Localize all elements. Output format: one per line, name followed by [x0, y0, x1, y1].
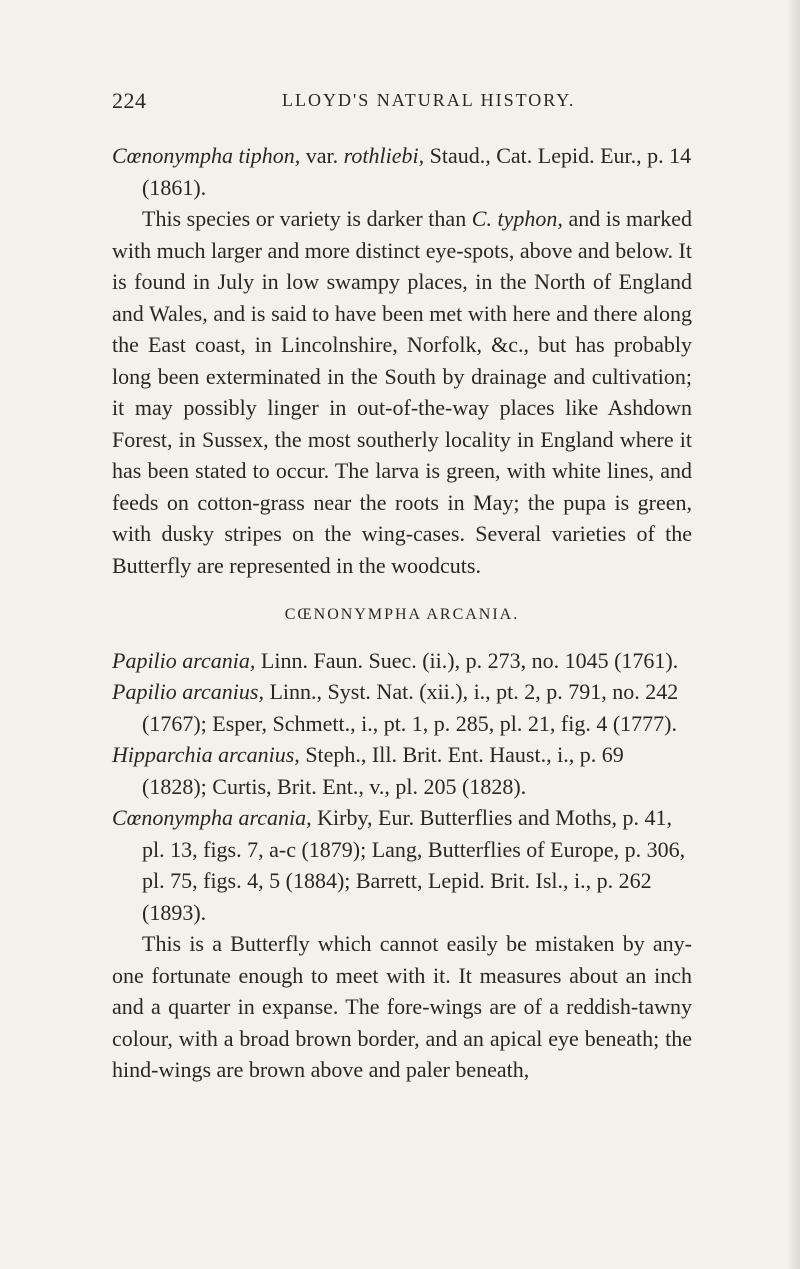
synonym-name: Cœnonympha arcania,: [112, 805, 312, 830]
var-label: var.: [300, 143, 344, 168]
synonym-citation: [112, 645, 692, 677]
synonym-reference: Linn., Syst. Nat. (xii.), i., pt. 2, p. 791, no. 242 (1767); Esper, Schmett., i., pt. 1, p. 285, pl. 21, fig. 4 (1777).: [142, 679, 679, 736]
species-entry: [112, 140, 692, 203]
entry-citation: Staud., Cat. Lepid. Eur., p. 14 (1861).: [142, 143, 692, 200]
page-number: 224: [112, 88, 147, 113]
running-title: LLOYD'S NATURAL HISTORY.: [282, 90, 576, 110]
section-heading: CŒNONYMPHA ARCANIA.: [284, 606, 520, 623]
species-ref: C. typhon,: [471, 206, 563, 231]
synonym-name: Hipparchia arcanius,: [112, 742, 300, 767]
page-header: [112, 88, 692, 118]
synonym-reference: Kirby, Eur. Butterflies and Moths, p. 41, pl. 13, figs. 7, a-c (1879); Lang, Butterflies of Europe, p. 306, pl. 75, figs. 4, 5 (1884); Barrett, Lepid. Brit. Isl., i., p. 262 (1893).: [142, 805, 686, 925]
synonym-citation: [112, 802, 692, 928]
species-name: Cœnonympha tiphon,: [112, 143, 301, 168]
paragraph-text: This species or variety is darker than: [142, 206, 472, 231]
page-edge-shadow: [786, 0, 800, 1269]
synonym-reference: Steph., Ill. Brit. Ent. Haust., i., p. 69 (1828); Curtis, Brit. Ent., v., pl. 205 (1828).: [142, 742, 624, 799]
description-paragraph-2: This is a Butterfly which cannot easily be mistaken by any-one fortunate enough to meet with it. It measures about an inch and a quarter in expanse. The fore-wings are of a reddish-tawny colour, with a broad brown border, and an apical eye beneath; the hind-wings are brown above and paler beneath,: [112, 931, 692, 1082]
synonym-citation: [112, 739, 692, 802]
synonym-citation: [112, 676, 692, 739]
page-body: [112, 140, 692, 1086]
variety-name: rothliebi,: [343, 143, 425, 168]
synonym-reference: Linn. Faun. Suec. (ii.), p. 273, no. 1045 (1761).: [255, 647, 679, 673]
synonym-name: Papilio arcania,: [112, 647, 256, 673]
paragraph-text: and is marked with much larger and more distinct eye-spots, above and below. It is found in July in low swampy places, in the North of England and Wales, and is said to have been met with here and there along the East coast, in Lincolnshire, Norfolk, &c., but has probably long been exterminated in the South by drainage and cultivation; it may possibly linger in out-of-the-way places like Ashdown Forest, in Sussex, the most southerly locality in England where it has been stated to occur. The larva is green, with white lines, and feeds on cotton-grass near the roots in May; the pupa is green, with dusky stripes on the wing-cases. Several varieties of the Butterfly are represented in the woodcuts.: [112, 206, 693, 578]
description-paragraph: [112, 203, 692, 581]
synonym-name: Papilio arcanius,: [112, 679, 264, 704]
